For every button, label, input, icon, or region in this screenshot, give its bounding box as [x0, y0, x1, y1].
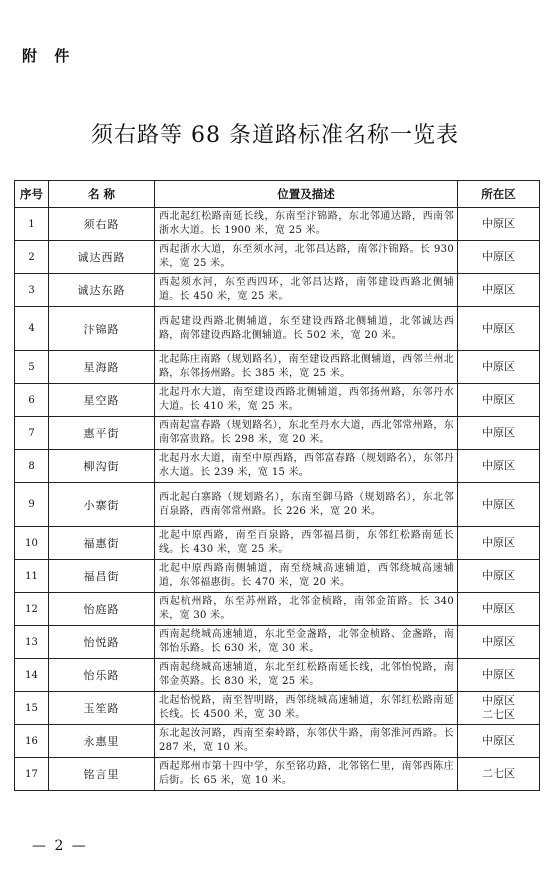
row-number: 11	[15, 560, 49, 593]
table-row	[15, 692, 540, 725]
district: 中原区	[458, 307, 540, 351]
district: 中原区	[458, 560, 540, 593]
district: 中原区	[458, 483, 540, 527]
road-name: 福惠街	[49, 527, 155, 560]
road-description: 北起陈庄南路（规划路名），南至建设西路北侧辅道，西邻兰州北路，东邻扬州路。长 385 米，宽 25 米。	[155, 351, 458, 384]
table-row	[15, 351, 540, 384]
road-description: 西北起白寨路（规划路名），东南至御马路（规划路名），东北邻百泉路，西南邻常州路。长 226 米，宽 20 米。	[155, 483, 458, 527]
table-body	[15, 208, 540, 791]
document-title: 须右路等 68 条道路标准名称一览表	[91, 123, 459, 148]
road-description: 北起丹水大道，南至中原西路，西邻富春路（规划路名），东邻丹水大道。长 239 米，宽 15 米。	[155, 450, 458, 483]
road-name: 惠平街	[49, 417, 155, 450]
district: 中原区	[458, 527, 540, 560]
road-description: 西起须水河，东至西四环，北邻昌达路，南邻建设西路北侧辅道。长 450 米，宽 25 米。	[155, 274, 458, 307]
road-name: 怡乐路	[49, 659, 155, 692]
row-number: 8	[15, 450, 49, 483]
table-row	[15, 241, 540, 274]
row-number: 4	[15, 307, 49, 351]
district: 二七区	[458, 758, 540, 791]
row-number: 2	[15, 241, 49, 274]
header-name: 名 称	[49, 181, 155, 208]
district: 中原区	[458, 725, 540, 758]
row-number: 9	[15, 483, 49, 527]
road-name: 怡悦路	[49, 626, 155, 659]
road-names-table	[14, 180, 540, 791]
row-number: 3	[15, 274, 49, 307]
road-description: 北起怡悦路，南至智明路，西邻绕城高速辅道，东邻红松路南延长线。长 4500 米，宽 30 米。	[155, 692, 458, 725]
row-number: 16	[15, 725, 49, 758]
table-row	[15, 483, 540, 527]
table-row	[15, 417, 540, 450]
road-name: 汴锦路	[49, 307, 155, 351]
road-description: 北起中原西路南侧辅道，南至绕城高速辅道，西邻绕城高速辅道，东邻福惠街。长 470 米，宽 20 米。	[155, 560, 458, 593]
district: 中原区	[458, 593, 540, 626]
district: 中原区	[458, 450, 540, 483]
road-name: 福昌街	[49, 560, 155, 593]
road-name: 怡庭路	[49, 593, 155, 626]
road-name: 诚达东路	[49, 274, 155, 307]
table-row	[15, 384, 540, 417]
road-description: 西南起富春路（规划路名），东北至丹水大道，西北邻常州路，东南邻富贵路。长 298 米，宽 20 米。	[155, 417, 458, 450]
road-name: 星海路	[49, 351, 155, 384]
row-number: 7	[15, 417, 49, 450]
district: 中原区	[458, 659, 540, 692]
table-row	[15, 626, 540, 659]
district: 中原区	[458, 241, 540, 274]
header-no: 序号	[15, 181, 49, 208]
table-row	[15, 758, 540, 791]
table-row	[15, 450, 540, 483]
road-description: 西南起绕城高速辅道，东北至金盏路，北邻金桢路、金盏路，南邻怡乐路。长 630 米，宽 30 米。	[155, 626, 458, 659]
header-district: 所在区	[458, 181, 540, 208]
road-name: 小寨街	[49, 483, 155, 527]
road-description: 北起中原西路，南至百泉路，西邻福昌街，东邻红松路南延长线。长 430 米，宽 25 米。	[155, 527, 458, 560]
district: 中原区	[458, 417, 540, 450]
header-description: 位置及描述	[155, 181, 458, 208]
road-description: 东北起汝河路，西南至秦岭路，东邻伏牛路，南邻淮河西路。长 287 米，宽 10 米。	[155, 725, 458, 758]
table-row	[15, 560, 540, 593]
row-number: 5	[15, 351, 49, 384]
district: 中原区 二七区	[458, 692, 540, 725]
district: 中原区	[458, 384, 540, 417]
table-header-row	[15, 181, 540, 208]
row-number: 12	[15, 593, 49, 626]
road-description: 西起郑州市第十四中学，东至铭功路，北邻铭仁里，南邻西陈庄后街。长 65 米，宽 10 米。	[155, 758, 458, 791]
road-name: 须右路	[49, 208, 155, 241]
table-row	[15, 659, 540, 692]
page-number: — 2 —	[32, 838, 88, 854]
district: 中原区	[458, 208, 540, 241]
row-number: 15	[15, 692, 49, 725]
table-row	[15, 274, 540, 307]
row-number: 14	[15, 659, 49, 692]
road-description: 西起建设西路北侧辅道，东至建设西路北侧辅道，北邻诚达西路，南邻建设西路北侧辅道。长 502 米，宽 20 米。	[155, 307, 458, 351]
table-row	[15, 593, 540, 626]
road-description: 西起浙水大道，东至须水河，北邻昌达路，南邻汴锦路。长 930 米，宽 25 米。	[155, 241, 458, 274]
row-number: 13	[15, 626, 49, 659]
district: 中原区	[458, 274, 540, 307]
row-number: 10	[15, 527, 49, 560]
road-name: 柳沟街	[49, 450, 155, 483]
road-description: 西南起绕城高速辅道，东北至红松路南延长线，北邻怡悦路，南邻金英路。长 830 米，宽 25 米。	[155, 659, 458, 692]
row-number: 17	[15, 758, 49, 791]
district: 中原区	[458, 351, 540, 384]
table-row	[15, 208, 540, 241]
road-description: 西起杭州路，东至苏州路，北邻金桢路，南邻金笛路。长 340 米，宽 30 米。	[155, 593, 458, 626]
road-name: 永惠里	[49, 725, 155, 758]
table-row	[15, 725, 540, 758]
road-name: 诚达西路	[49, 241, 155, 274]
road-name: 星空路	[49, 384, 155, 417]
table-row	[15, 527, 540, 560]
district: 中原区	[458, 626, 540, 659]
row-number: 6	[15, 384, 49, 417]
road-name: 铭言里	[49, 758, 155, 791]
attachment-label: 附 件	[22, 47, 76, 65]
road-description: 西北起红松路南延长线，东南至汴锦路，东北邻通达路，西南邻浙水大道。长 1900 米，宽 25 米。	[155, 208, 458, 241]
road-description: 北起丹水大道，南至建设西路北侧辅道，西邻扬州路，东邻丹水大道。长 410 米，宽 25 米。	[155, 384, 458, 417]
row-number: 1	[15, 208, 49, 241]
table-row	[15, 307, 540, 351]
road-name: 玉笙路	[49, 692, 155, 725]
